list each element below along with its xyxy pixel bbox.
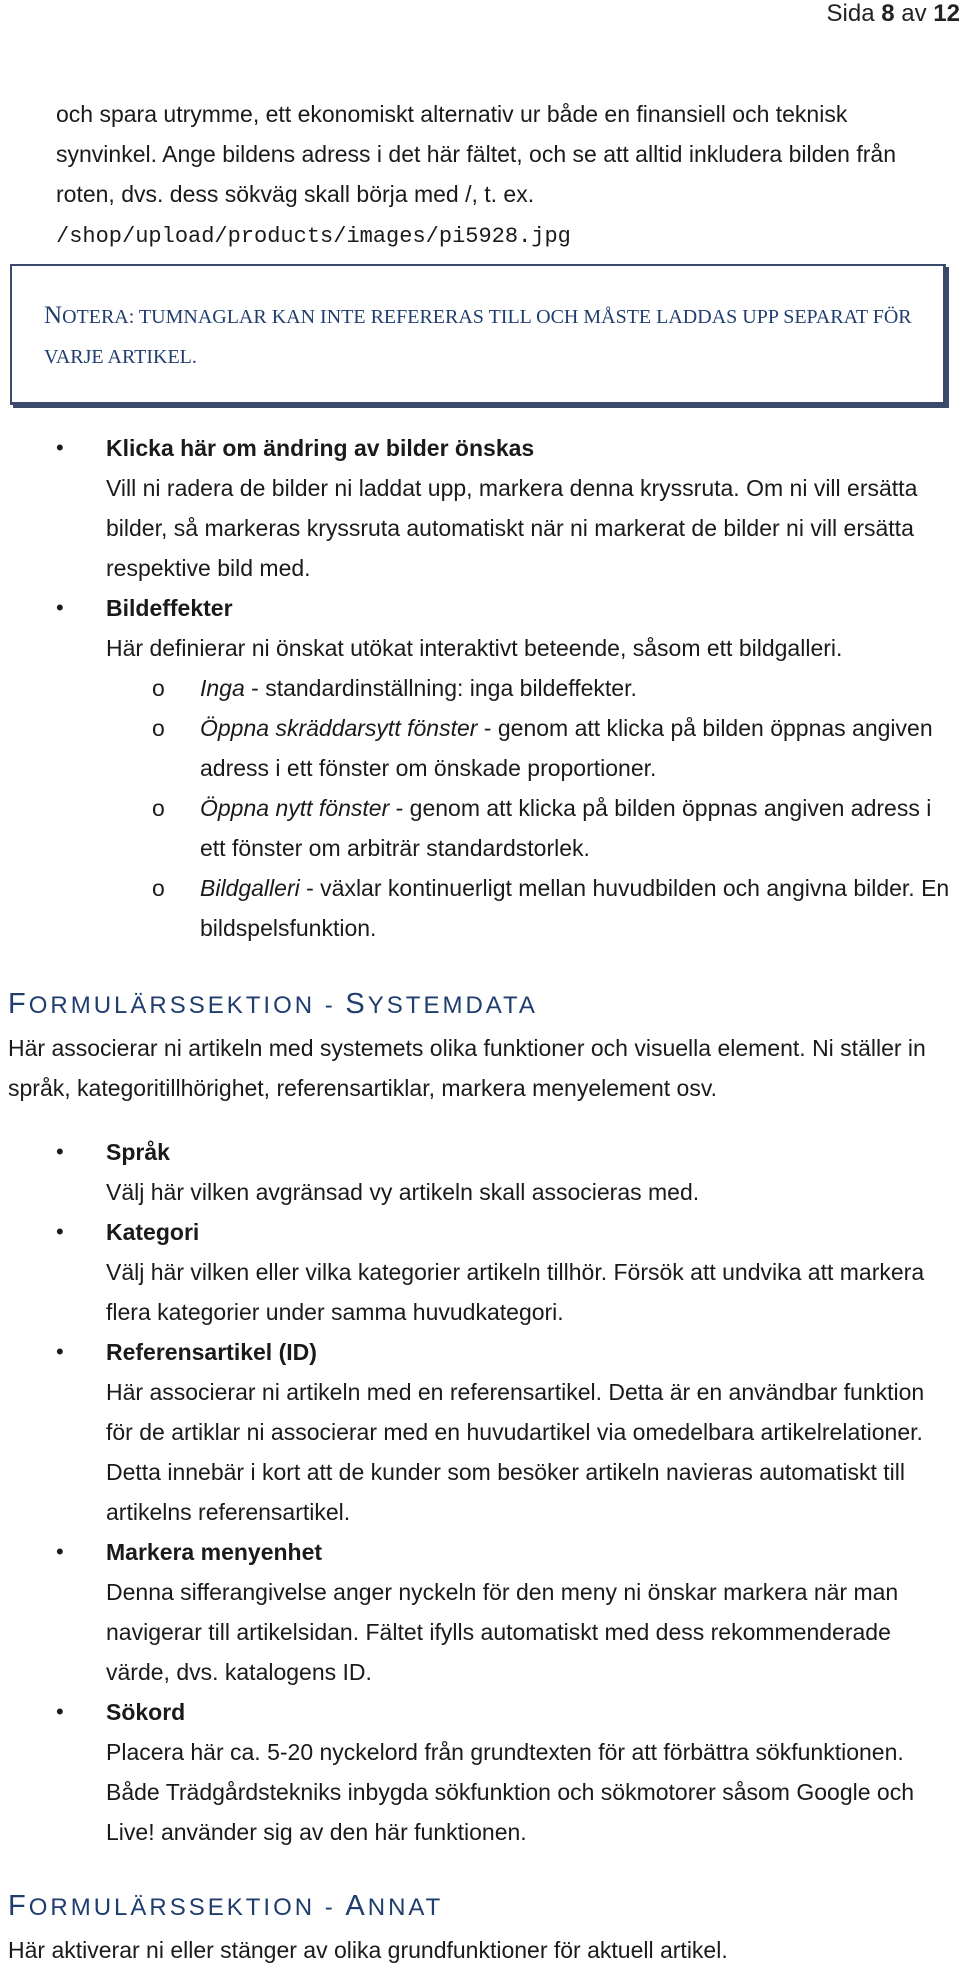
intro-paragraph <box>56 94 946 257</box>
page-number-current: 8 <box>881 0 895 27</box>
list-item <box>0 1532 960 1692</box>
intro-text: och spara utrymme, ett ekonomiskt alternativ ur både en finansiell och teknisk synvinkel. Ange bildens adress i det här fältet, och se att alltid inkludera bilden från roten, dvs. dess sökväg skall börja med /, t. ex. <box>56 101 896 207</box>
effect-item <box>152 868 960 948</box>
heading-cap: F <box>8 988 29 1020</box>
item-desc: Placera här ca. 5-20 nyckelord från grundtexten för att förbättra sökfunktionen. Både Trädgårdstekniks inbygda sökfunktion och sökmotorer såsom Google och Live! använder sig av den här funktionen. <box>106 1739 914 1845</box>
effect-name: Öppna skräddarsytt fönster <box>200 715 478 741</box>
item-title: Referensartikel (ID) <box>106 1339 317 1365</box>
item-desc: Välj här vilken eller vilka kategorier artikeln tillhör. Försök att undvika att markera flera kategorier under samma huvudkategori. <box>106 1259 925 1325</box>
item-title: Kategori <box>106 1219 200 1245</box>
bullet: • <box>56 1139 64 1164</box>
bullet: • <box>56 1219 64 1244</box>
effect-text: - genom att klicka på bilden öppnas angiven adress i ett fönster om önskade proportioner. <box>200 715 933 781</box>
effects-list <box>106 668 960 948</box>
sub-marker: o <box>152 795 165 821</box>
heading-cap: S <box>345 988 368 1020</box>
images-list <box>0 428 960 948</box>
item-title: Markera menyenhet <box>106 1539 323 1565</box>
item-desc: Här definierar ni önskat utökat interaktivt beteende, såsom ett bildgalleri. <box>106 635 843 661</box>
effect-item <box>152 668 960 708</box>
item-desc: Här associerar ni artikeln med en referensartikel. Detta är en användbar funktion för de artiklar ni associerar med en huvudartikel via omedelbara artikelrelationer. Detta innebär i kort att de kunder som besöker artikeln navieras automatiskt till artikelns referensartikel. <box>106 1379 925 1525</box>
list-item <box>0 1212 960 1332</box>
effect-name: Bildgalleri <box>200 875 300 901</box>
item-title: Sökord <box>106 1699 186 1725</box>
effect-text: - växlar kontinuerligt mellan huvudbilden och angivna bilder. En bildspelsfunktion. <box>200 875 950 941</box>
item-title: Bildeffekter <box>106 595 233 621</box>
note-lead-rest: OTERA <box>62 306 129 328</box>
item-desc: Denna sifferangivelse anger nyckeln för den meny ni önskar markera när man navigerar till artikelsidan. Fältet ifylls automatiskt med dess rekommenderade värde, dvs. katalogens ID. <box>106 1579 899 1685</box>
item-title: Klicka här om ändring av bilder önskas <box>106 435 535 461</box>
heading-rest: ORMULÄRSSEKTION - <box>28 992 346 1019</box>
sub-marker: o <box>152 675 165 701</box>
heading-rest: ORMULÄRSSEKTION - <box>28 1894 346 1921</box>
page-number-total: 12 <box>933 0 960 27</box>
section-desc: Här associerar ni artikeln med systemets olika funktioner och visuella element. Ni ställer in språk, kategoritillhörighet, referensartiklar, markera menyelement osv. <box>8 1035 926 1101</box>
effect-text: - genom att klicka på bilden öppnas angiven adress i ett fönster om arbiträr standardstorlek. <box>200 795 932 861</box>
note-text <box>44 296 924 377</box>
heading-cap: A <box>345 1890 368 1922</box>
list-item <box>0 588 960 948</box>
item-desc: Välj här vilken avgränsad vy artikeln skall associeras med. <box>106 1179 700 1205</box>
page-number-mid: av <box>901 0 927 27</box>
note-body: : TUMNAGLAR KAN INTE REFERERAS TILL OCH MÅSTE LADDAS UPP SEPARAT FÖR VARJE ARTIKEL. <box>44 306 912 368</box>
bullet: • <box>56 1539 64 1564</box>
list-item <box>0 428 960 588</box>
sub-marker: o <box>152 715 165 741</box>
section-heading-systemdata <box>8 988 538 1021</box>
heading-rest: NNAT <box>367 1894 444 1921</box>
heading-rest: YSTEMDATA <box>367 992 538 1019</box>
section-heading-annat <box>8 1890 443 1923</box>
list-item <box>0 1132 960 1212</box>
list-item <box>0 1692 960 1852</box>
effect-name: Inga <box>200 675 245 701</box>
bullet: • <box>56 435 64 460</box>
sub-marker: o <box>152 875 165 901</box>
section-desc: Här aktiverar ni eller stänger av olika grundfunktioner för aktuell artikel. <box>8 1937 728 1963</box>
page-number-prefix: Sida <box>826 0 875 27</box>
intro-path: /shop/upload/products/images/pi5928.jpg <box>56 224 571 249</box>
heading-cap: F <box>8 1890 29 1922</box>
bullet: • <box>56 1699 64 1724</box>
effect-item <box>152 708 960 788</box>
effect-item <box>152 788 960 868</box>
list-item <box>0 1332 960 1532</box>
effect-name: Öppna nytt fönster <box>200 795 390 821</box>
note-lead: N <box>44 302 63 329</box>
item-desc: Vill ni radera de bilder ni laddat upp, markera denna kryssruta. Om ni vill ersätta bilder, så markeras kryssruta automatiskt när ni markerat de bilder ni vill ersätta respektive bild med. <box>106 475 918 581</box>
system-list <box>0 1132 960 1852</box>
effect-text: - standardinställning: inga bildeffekter. <box>244 675 637 701</box>
bullet: • <box>56 1339 64 1364</box>
page-number <box>827 0 960 28</box>
bullet: • <box>56 595 64 620</box>
item-title: Språk <box>106 1139 170 1165</box>
